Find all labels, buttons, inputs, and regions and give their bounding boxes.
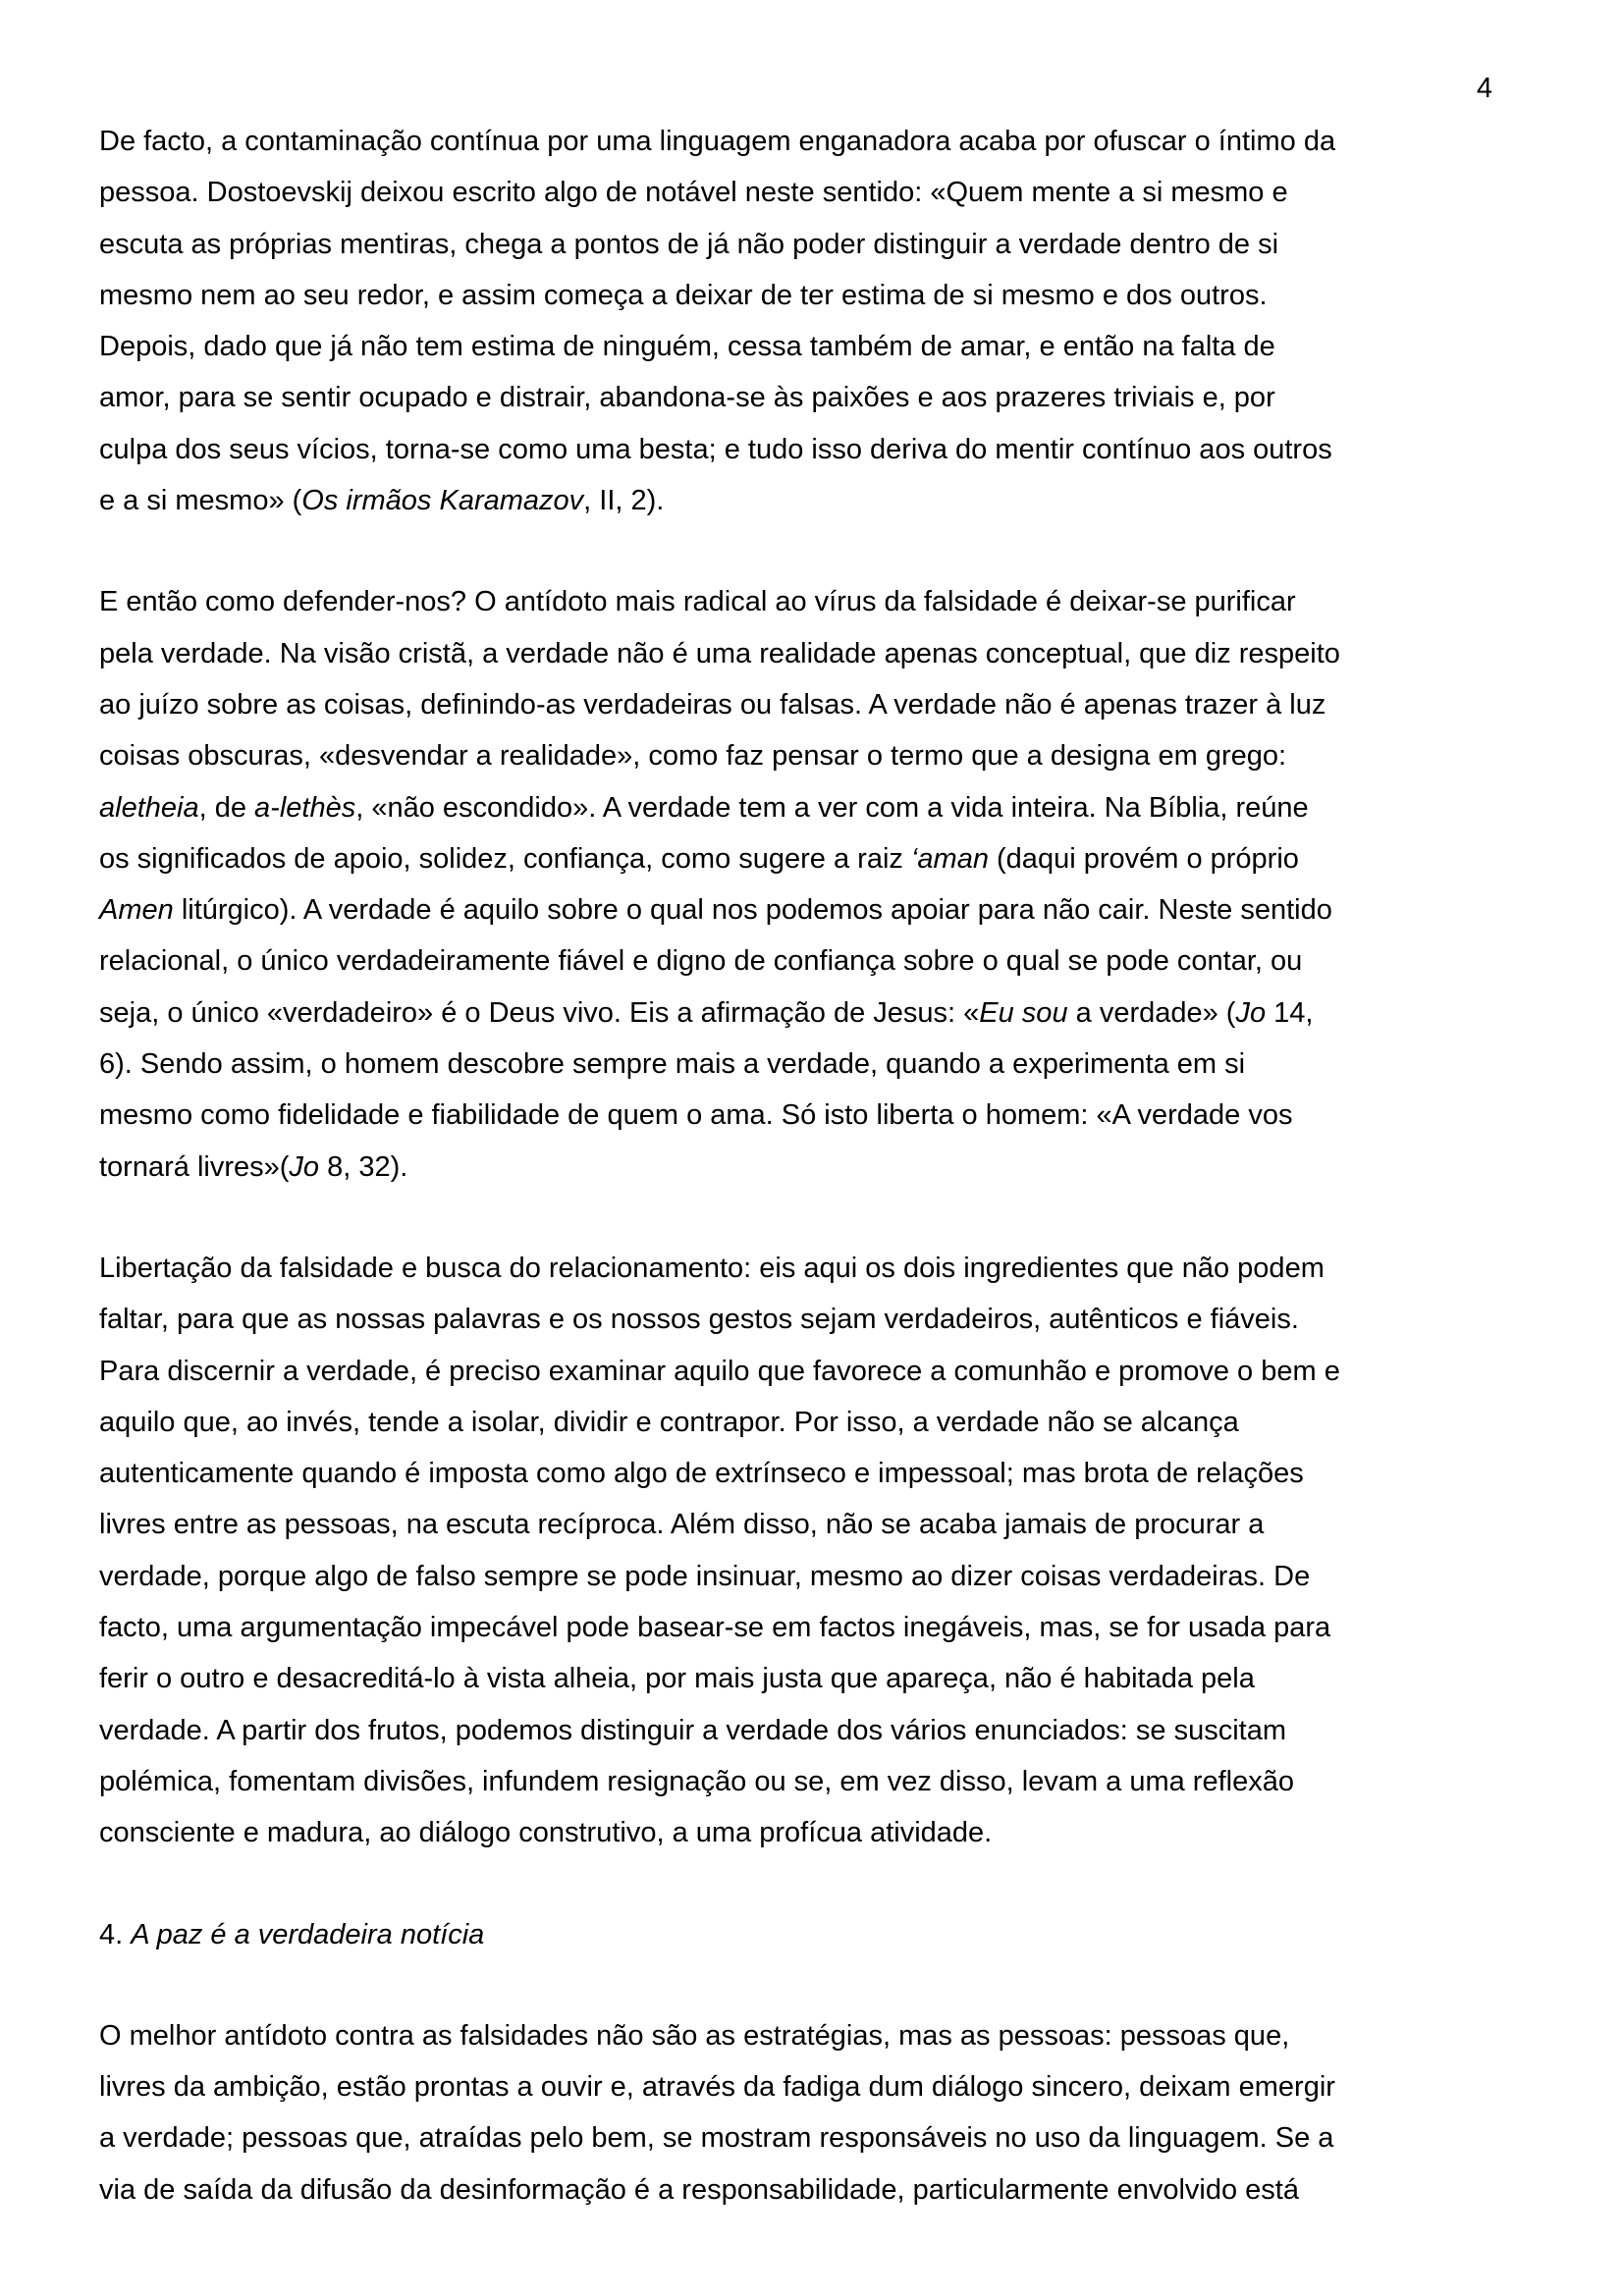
text-run: e a si mesmo» ( (99, 485, 302, 517)
text-line (99, 116, 1533, 167)
text-line (99, 679, 1533, 730)
text-run: amor, para se sentir ocupado e distrair, abandona-se às paixões e aos prazeres triviais e, por (99, 382, 1275, 414)
text-run: , de (198, 791, 255, 824)
text-line (99, 219, 1533, 270)
text-line (99, 1243, 1533, 1294)
italic-text: Amen (99, 894, 174, 927)
text-run: seja, o único «verdadeiro» é o Deus vivo. Eis a afirmação de Jesus: « (99, 996, 980, 1029)
text-run: polémica, fomentam divisões, infundem resignação ou se, em vez disso, levam a uma reflexão (99, 1765, 1294, 1797)
paragraph (99, 1243, 1533, 1859)
text-line (99, 2164, 1533, 2216)
text-line (99, 628, 1533, 679)
text-run: livres entre as pessoas, na escuta recíproca. Além disso, não se acaba jamais de procurar a (99, 1509, 1265, 1541)
text-line (99, 1090, 1533, 1141)
text-run: , «não escondido». A verdade tem a ver com a vida inteira. Na Bíblia, reúne (355, 791, 1309, 824)
italic-text: Os irmãos Karamazov (301, 485, 584, 517)
text-run: O melhor antídoto contra as falsidades não são as estratégias, mas as pessoas: pessoas que, (99, 2019, 1290, 2052)
text-line (99, 424, 1533, 475)
text-run: mesmo nem ao seu redor, e assim começa a deixar de ter estima de si mesmo e dos outros. (99, 279, 1268, 311)
text-run: faltar, para que as nossas palavras e os nossos gestos sejam verdadeiros, autênticos e fiáveis. (99, 1304, 1299, 1336)
section-heading (99, 1909, 1533, 1960)
italic-text: Jo (289, 1150, 320, 1183)
text-run: ferir o outro e desacreditá-lo à vista alheia, por mais justa que apareça, não é habitada pela (99, 1663, 1255, 1695)
text-line (99, 576, 1533, 627)
text-run: mesmo como fidelidade e fiabilidade de quem o ama. Só isto liberta o homem: «A verdade vos (99, 1099, 1293, 1132)
text-line (99, 1807, 1533, 1858)
text-run: ao juízo sobre as coisas, definindo-as verdadeiras ou falsas. A verdade não é apenas trazer à luz (99, 688, 1326, 721)
text-run: facto, uma argumentação impecável pode basear-se em factos inegáveis, mas, se for usada para (99, 1612, 1331, 1644)
text-line (99, 321, 1533, 372)
text-run: coisas obscuras, «desvendar a realidade», como faz pensar o termo que a designa em grego: (99, 740, 1287, 773)
text-line (99, 2010, 1533, 2061)
text-line (99, 1499, 1533, 1550)
text-run: a verdade; pessoas que, atraídas pelo bem, se mostram responsáveis no uso da linguagem. Se a (99, 2122, 1334, 2155)
text-run: , II, 2). (583, 485, 665, 517)
text-run: De facto, a contaminação contínua por uma linguagem enganadora acaba por ofuscar o íntimo da (99, 126, 1336, 157)
text-run: pessoa. Dostoevskij deixou escrito algo de notável neste sentido: «Quem mente a si mesmo e (99, 177, 1288, 209)
document-body (99, 116, 1533, 2216)
paragraph (99, 576, 1533, 1193)
text-run: verdade. A partir dos frutos, podemos distinguir a verdade dos vários enunciados: se suscitam (99, 1714, 1286, 1746)
text-run: tornará livres»( (99, 1150, 290, 1183)
paragraph (99, 116, 1533, 526)
text-run: 8, 32). (319, 1150, 408, 1183)
text-run: culpa dos seus vícios, torna-se como uma besta; e tudo isso deriva do mentir contínuo aos outros (99, 433, 1332, 465)
text-run: escuta as próprias mentiras, chega a pontos de já não poder distinguir a verdade dentro de si (99, 228, 1279, 260)
text-run: livres da ambição, estão prontas a ouvir e, através da fadiga dum diálogo sincero, deixam emergir (99, 2071, 1335, 2104)
text-line (99, 475, 1533, 526)
text-line (99, 935, 1533, 987)
text-line (99, 782, 1533, 833)
text-run: aquilo que, ao invés, tende a isolar, dividir e contrapor. Por isso, a verdade não se alcança (99, 1406, 1239, 1438)
text-run: 14, (1266, 996, 1314, 1029)
text-line (99, 1653, 1533, 1704)
italic-text: Eu sou (979, 996, 1068, 1029)
text-line (99, 1294, 1533, 1345)
text-run: consciente e madura, ao diálogo construtivo, a uma profícua atividade. (99, 1817, 993, 1849)
text-run: via de saída da difusão da desinformação é a responsabilidade, particularmente envolvido está (99, 2173, 1299, 2206)
text-line (99, 730, 1533, 781)
text-line (99, 167, 1533, 218)
text-line (99, 2061, 1533, 2112)
text-line (99, 1448, 1533, 1499)
text-run: autenticamente quando é imposta como algo de extrínseco e impessoal; mas brota de relações (99, 1458, 1304, 1490)
text-run: os significados de apoio, solidez, confiança, como sugere a raiz (99, 842, 911, 875)
paragraph (99, 2010, 1533, 2216)
text-line (99, 833, 1533, 884)
text-line (99, 1142, 1533, 1193)
text-line (99, 372, 1533, 423)
italic-text: aletheia (99, 791, 199, 824)
text-line (99, 1602, 1533, 1653)
page-number: 4 (1476, 73, 1492, 104)
section-heading-number: 4. (99, 1918, 132, 1950)
text-run: Libertação da falsidade e busca do relacionamento: eis aqui os dois ingredientes que não podem (99, 1252, 1325, 1284)
text-line (99, 1039, 1533, 1090)
text-line (99, 884, 1533, 935)
text-run: a verdade» ( (1067, 996, 1236, 1029)
text-line (99, 1551, 1533, 1602)
text-run: verdade, porque algo de falso sempre se pode insinuar, mesmo ao dizer coisas verdadeiras. De (99, 1560, 1311, 1592)
text-run: E então como defender-nos? O antídoto mais radical ao vírus da falsidade é deixar-se purificar (99, 586, 1296, 618)
section-heading-title: A paz é a verdadeira notícia (131, 1918, 485, 1950)
text-run: Depois, dado que já não tem estima de ninguém, cessa também de amar, e então na falta de (99, 331, 1275, 363)
text-run: (daqui provém o próprio (988, 842, 1299, 875)
italic-text: ‘aman (910, 842, 989, 875)
text-run: relacional, o único verdadeiramente fiável e digno de confiança sobre o qual se pode contar, ou (99, 945, 1303, 978)
text-line (99, 270, 1533, 321)
text-run: 6). Sendo assim, o homem descobre sempre mais a verdade, quando a experimenta em si (99, 1048, 1246, 1081)
text-run: litúrgico). A verdade é aquilo sobre o qual nos podemos apoiar para não cair. Neste sentido (173, 894, 1332, 927)
italic-text: a-lethès (254, 791, 356, 824)
text-line (99, 988, 1533, 1039)
text-line (99, 1346, 1533, 1397)
text-line (99, 1756, 1533, 1807)
text-run: pela verdade. Na visão cristã, a verdade não é uma realidade apenas conceptual, que diz respeito (99, 637, 1340, 669)
text-line (99, 1397, 1533, 1448)
text-line (99, 2112, 1533, 2163)
text-run: Para discernir a verdade, é preciso examinar aquilo que favorece a comunhão e promove o bem e (99, 1355, 1340, 1387)
text-line (99, 1705, 1533, 1756)
italic-text: Jo (1235, 996, 1267, 1029)
